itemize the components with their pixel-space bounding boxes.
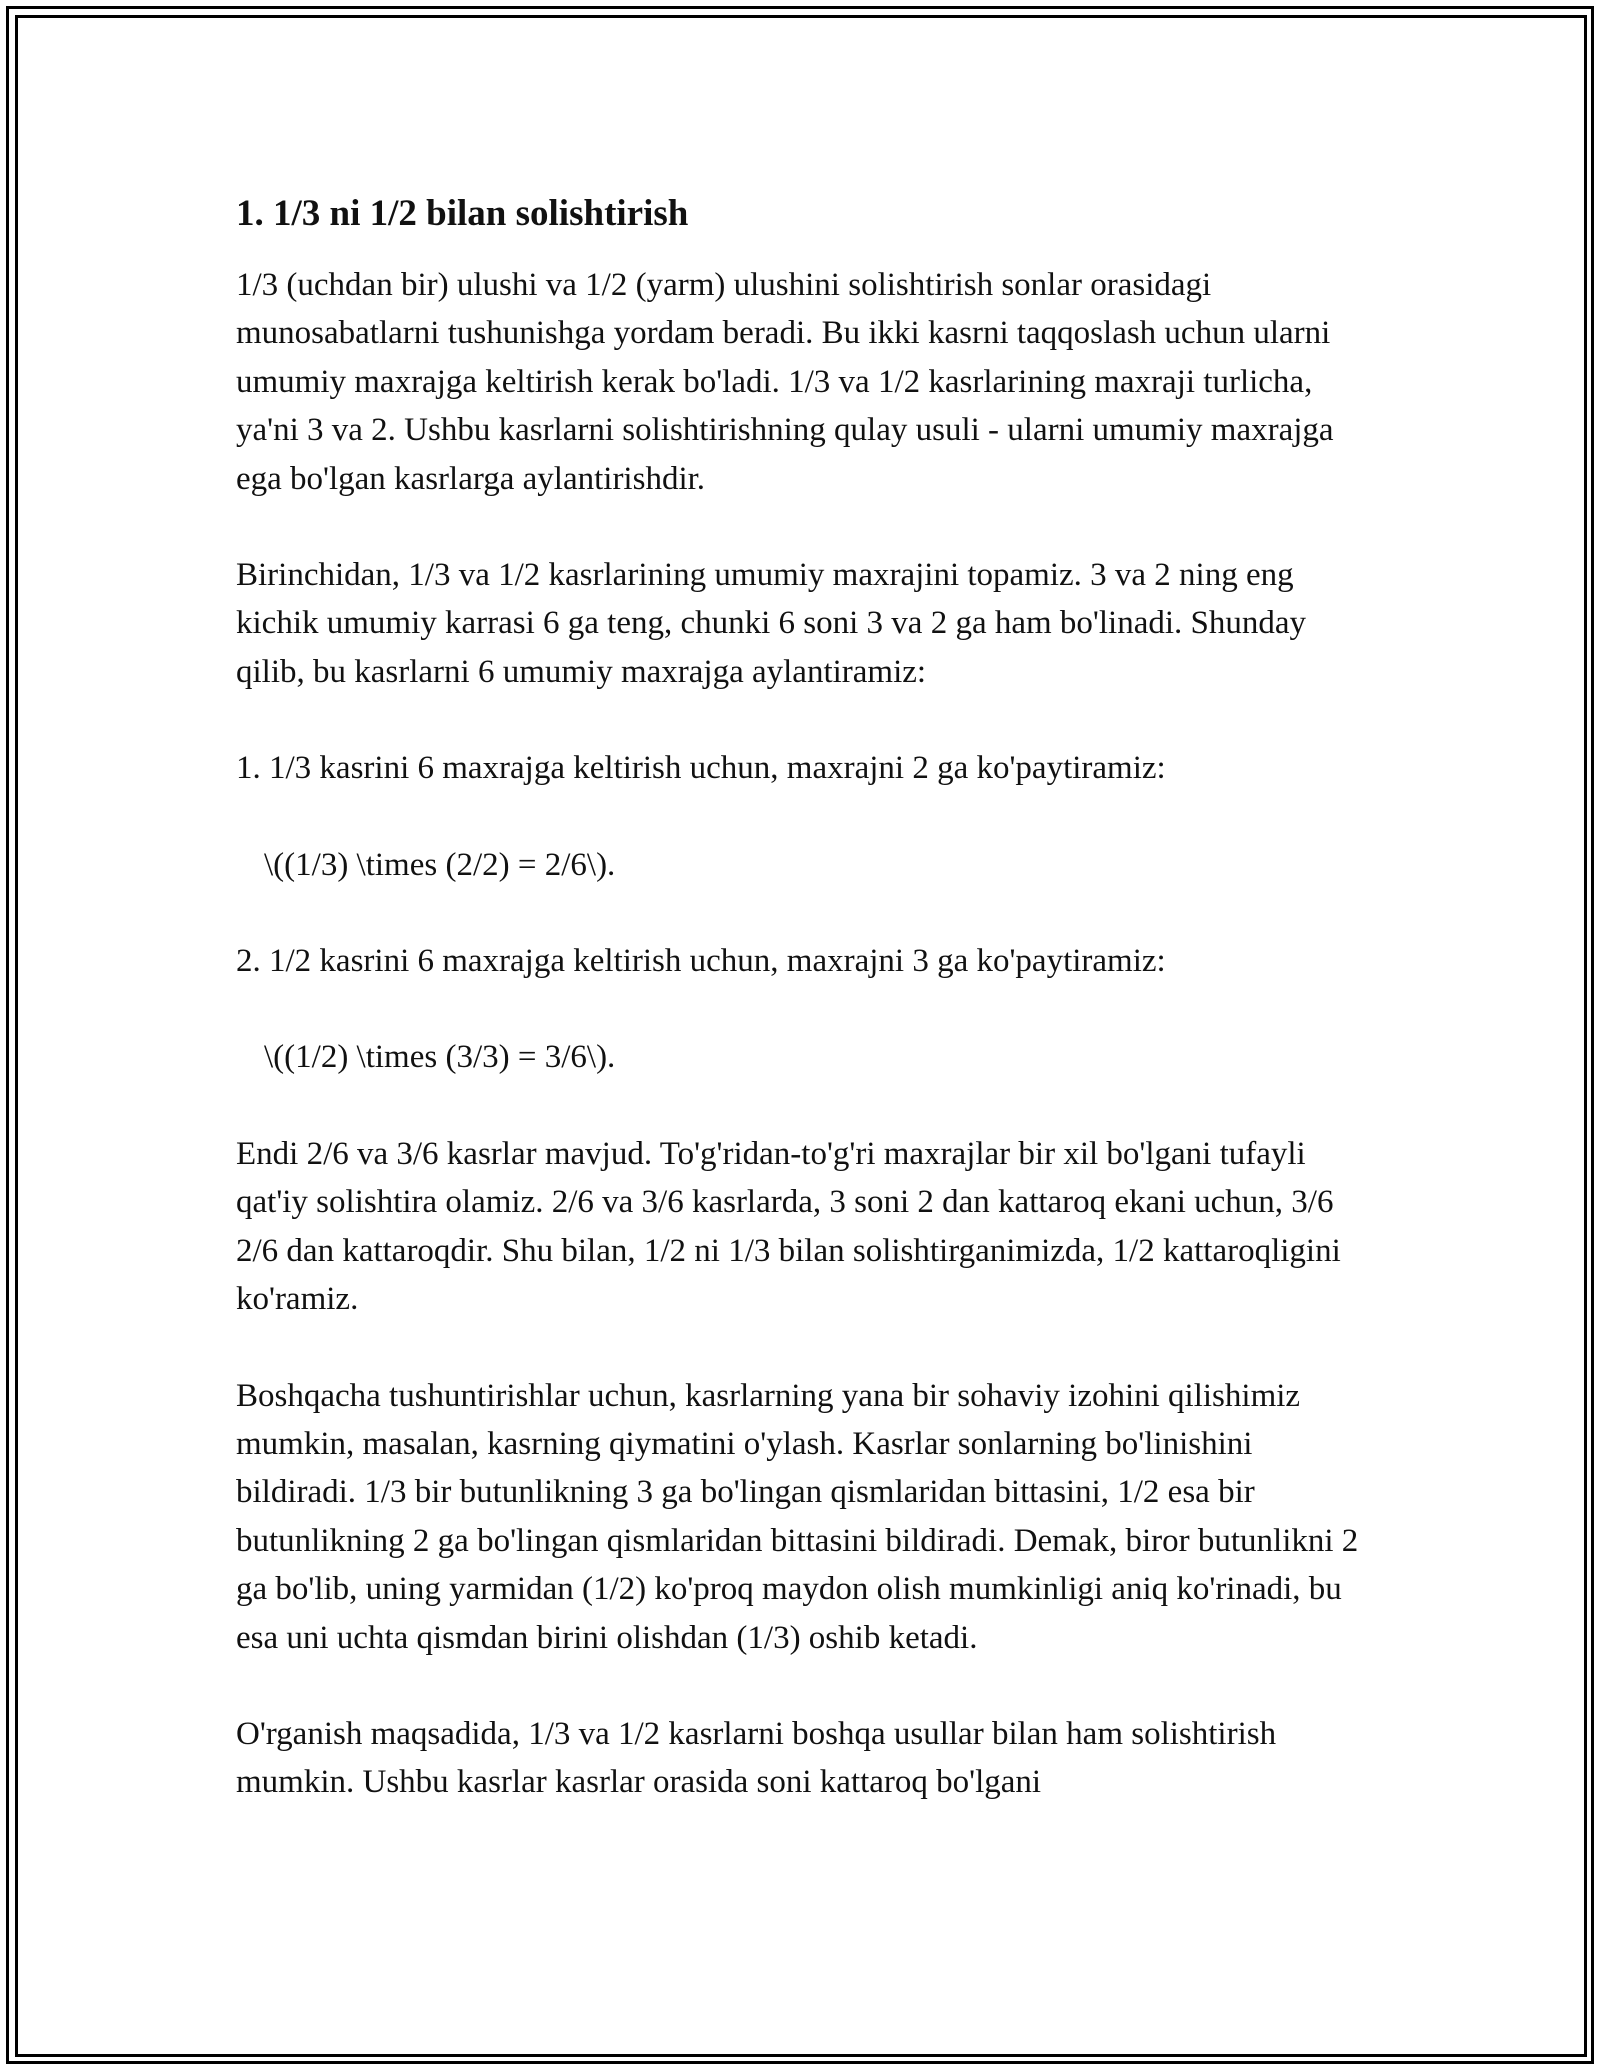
paragraph-comparison: Endi 2/6 va 3/6 kasrlar mavjud. To'g'ridan-to'g'ri maxrajlar bir xil bo'lgani tufayli qat'iy solishtira olamiz. 2/6 va 3/6 kasrlarda, 3 soni 2 dan kattaroq ekani uchun, 3/6 2/6 dan kattaroqdir. Shu bilan, 1/2 ni 1/3 bilan solishtirganimizda, 1/2 kattaroqligini ko'ramiz. xyxy=(236,1135,1341,1318)
paragraph-explanation: Boshqacha tushuntirishlar uchun, kasrlarning yana bir sohaviy izohini qilishimiz mumkin, masalan, kasrning qiymatini o'ylash. Kasrlar sonlarning bo'linishini bildiradi. 1/3 bir butunlikning 3 ga bo'lingan qismlaridan bittasini, 1/2 esa bir butunlikning 2 ga bo'lingan qismlaridan bittasini bildiradi. Demak, biror butunlikni 2 ga bo'lib, uning yarmidan (1/2) ko'proq maydon olish mumkinligi aniq ko'rinadi, bu esa uni uchta qismdan birini olishdan (1/3) oshib ketadi. xyxy=(236,1377,1359,1656)
step-two: 2. 1/2 kasrini 6 maxrajga keltirish uchun, maxrajni 3 ga ko'paytiramiz: xyxy=(236,943,1166,980)
paragraph-other-methods: O'rganish maqsadida, 1/3 va 1/2 kasrlarni boshqa usullar bilan ham solishtirish mumkin. Ushbu kasrlar kasrlar orasida soni kattaroq bo'lgani xyxy=(236,1715,1277,1801)
formula-two: \((1/2) \times (3/3) = 3/6\). xyxy=(264,1039,616,1076)
paragraph-intro: 1/3 (uchdan bir) ulushi va 1/2 (yarm) ulushini solishtirish sonlar orasidagi munosabatlarni tushunishga yordam beradi. Bu ikki kasrni taqqoslash uchun ularni umumiy maxrajga keltirish kerak bo'ladi. 1/3 va 1/2 kasrlarining maxraji turlicha, ya'ni 3 va 2. Ushbu kasrlarni solishtirishning qulay usuli - ularni umumiy maxrajga ega bo'lgan kasrlarga aylantirishdir. xyxy=(236,267,1334,497)
section-heading: 1. 1/3 ni 1/2 bilan solishtirish xyxy=(236,193,689,234)
document-body xyxy=(236,188,1366,1855)
step-one: 1. 1/3 kasrini 6 maxrajga keltirish uchun, maxrajni 2 ga ko'paytiramiz: xyxy=(236,750,1166,787)
formula-one: \((1/3) \times (2/2) = 2/6\). xyxy=(264,846,616,883)
paragraph-common-denominator: Birinchidan, 1/3 va 1/2 kasrlarining umumiy maxrajini topamiz. 3 va 2 ning eng kichik umumiy karrasi 6 ga teng, chunki 6 soni 3 va 2 ga ham bo'linadi. Shunday qilib, bu kasrlarni 6 umumiy maxrajga aylantiramiz: xyxy=(236,557,1307,690)
